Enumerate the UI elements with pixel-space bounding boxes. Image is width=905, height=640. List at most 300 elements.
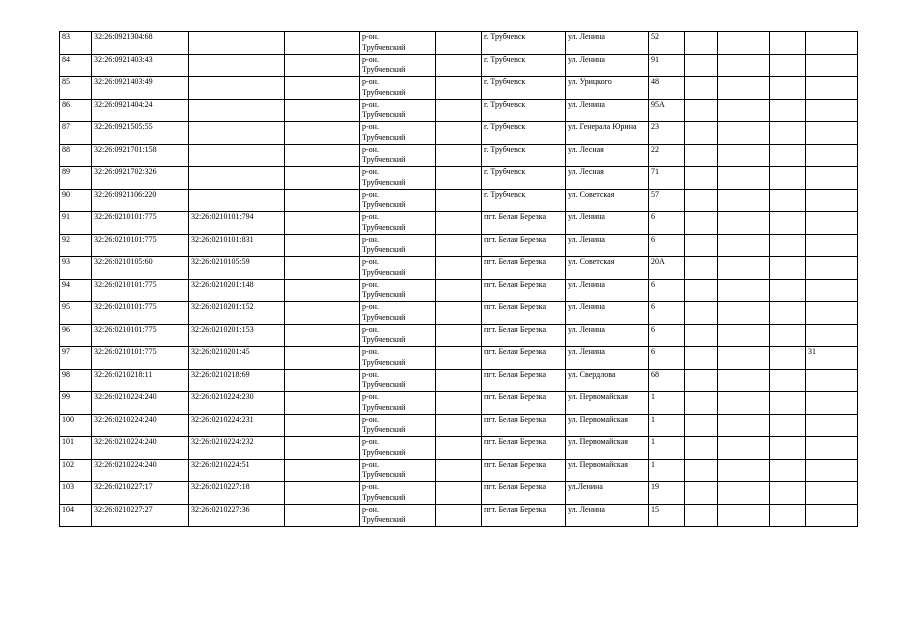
settlement-cell: пгт. Белая Березка — [482, 302, 566, 325]
table-row — [60, 459, 858, 482]
cadastral-number-cell: 32:26:0210218:11 — [92, 369, 189, 392]
value-cell — [806, 234, 858, 257]
street-cell: ул. Советская — [566, 189, 649, 212]
empty-cell — [718, 392, 770, 415]
row-number-cell: 87 — [60, 122, 92, 145]
empty-cell — [436, 369, 482, 392]
empty-cell — [718, 324, 770, 347]
street-cell: ул. Свердлова — [566, 369, 649, 392]
district-abbr: р-он. — [362, 189, 379, 199]
settlement-cell: пгт. Белая Березка — [482, 257, 566, 280]
district-abbr: р-он. — [362, 234, 379, 244]
empty-cell — [718, 32, 770, 55]
empty-cell — [770, 189, 806, 212]
empty-cell — [770, 144, 806, 167]
empty-cell — [285, 77, 360, 100]
empty-cell — [770, 99, 806, 122]
empty-cell — [718, 144, 770, 167]
district-name: Трубчевский — [362, 380, 406, 389]
empty-cell — [285, 302, 360, 325]
empty-cell — [285, 167, 360, 190]
row-number-cell: 88 — [60, 144, 92, 167]
empty-cell — [770, 54, 806, 77]
empty-cell — [436, 414, 482, 437]
table-row — [60, 347, 858, 370]
district-abbr: р-он. — [362, 99, 379, 109]
row-number-cell: 89 — [60, 167, 92, 190]
district-cell — [360, 369, 436, 392]
table-row — [60, 482, 858, 505]
table-row — [60, 167, 858, 190]
district-cell — [360, 504, 436, 527]
row-number-cell: 103 — [60, 482, 92, 505]
empty-cell — [770, 257, 806, 280]
district-abbr: р-он. — [362, 54, 379, 64]
district-cell — [360, 414, 436, 437]
empty-cell — [718, 279, 770, 302]
empty-cell — [285, 482, 360, 505]
district-abbr: р-он. — [362, 257, 379, 266]
empty-cell — [685, 324, 718, 347]
empty-cell — [770, 437, 806, 460]
street-cell: ул. Ленина — [566, 324, 649, 347]
row-number-cell: 85 — [60, 77, 92, 100]
district-abbr: р-он. — [362, 212, 379, 221]
house-number-cell: 22 — [649, 144, 685, 167]
cadastral-number-cell: 32:26:0921701:158 — [92, 144, 189, 167]
settlement-cell: пгт. Белая Березка — [482, 234, 566, 257]
table-row — [60, 437, 858, 460]
empty-cell — [285, 144, 360, 167]
empty-cell — [436, 257, 482, 280]
cadastral-number-cell: 32:26:0210227:17 — [92, 482, 189, 505]
object-cadastral-number-cell — [189, 32, 285, 55]
district-abbr: р-он. — [362, 32, 379, 41]
table-row — [60, 32, 858, 55]
street-cell: ул. Урицкого — [566, 77, 649, 100]
value-cell — [806, 54, 858, 77]
cadastral-number-cell: 32:26:0210224:240 — [92, 459, 189, 482]
empty-cell — [685, 392, 718, 415]
district-name: Трубчевский — [362, 65, 406, 74]
street-cell: ул. Ленина — [566, 99, 649, 122]
empty-cell — [770, 504, 806, 527]
settlement-cell: пгт. Белая Березка — [482, 279, 566, 302]
value-cell — [806, 437, 858, 460]
value-cell: 31 — [806, 347, 858, 370]
value-cell — [806, 167, 858, 190]
district-cell — [360, 437, 436, 460]
cadastral-number-cell: 32:26:0921304:68 — [92, 32, 189, 55]
table-row — [60, 369, 858, 392]
object-cadastral-number-cell: 32:26:0210218:69 — [189, 369, 285, 392]
district-name: Трубчевский — [362, 357, 406, 367]
value-cell — [806, 122, 858, 145]
street-cell: ул. Лесная — [566, 167, 649, 190]
empty-cell — [718, 212, 770, 235]
district-name: Трубчевский — [362, 515, 406, 524]
settlement-cell: пгт. Белая Березка — [482, 437, 566, 460]
row-number-cell: 102 — [60, 459, 92, 482]
value-cell — [806, 257, 858, 280]
object-cadastral-number-cell — [189, 189, 285, 212]
row-number-cell: 94 — [60, 279, 92, 302]
empty-cell — [285, 32, 360, 55]
table-row — [60, 414, 858, 437]
street-cell: ул. Ленина — [566, 54, 649, 77]
house-number-cell: 6 — [649, 234, 685, 257]
empty-cell — [285, 99, 360, 122]
house-number-cell: 91 — [649, 54, 685, 77]
district-cell — [360, 167, 436, 190]
district-cell — [360, 302, 436, 325]
empty-cell — [685, 302, 718, 325]
value-cell — [806, 459, 858, 482]
cadastral-number-cell: 32:26:0210101:775 — [92, 302, 189, 325]
street-cell: ул. Ленина — [566, 32, 649, 55]
house-number-cell: 52 — [649, 32, 685, 55]
object-cadastral-number-cell: 32:26:0210101:831 — [189, 234, 285, 257]
row-number-cell: 92 — [60, 234, 92, 257]
district-name: Трубчевский — [362, 222, 406, 232]
object-cadastral-number-cell: 32:26:0210201:148 — [189, 279, 285, 302]
empty-cell — [436, 144, 482, 167]
empty-cell — [685, 482, 718, 505]
table-row — [60, 144, 858, 167]
object-cadastral-number-cell — [189, 54, 285, 77]
house-number-cell: 48 — [649, 77, 685, 100]
empty-cell — [770, 167, 806, 190]
row-number-cell: 90 — [60, 189, 92, 212]
empty-cell — [770, 414, 806, 437]
house-number-cell: 57 — [649, 189, 685, 212]
district-name: Трубчевский — [362, 402, 406, 412]
district-abbr: р-он. — [362, 482, 379, 491]
value-cell — [806, 482, 858, 505]
empty-cell — [436, 77, 482, 100]
settlement-cell: г. Трубчевск — [482, 189, 566, 212]
empty-cell — [718, 459, 770, 482]
empty-cell — [770, 122, 806, 145]
district-abbr: р-он. — [362, 437, 379, 446]
district-abbr: р-он. — [362, 369, 379, 379]
table-row — [60, 122, 858, 145]
table-row — [60, 189, 858, 212]
empty-cell — [436, 212, 482, 235]
empty-cell — [436, 234, 482, 257]
house-number-cell: 19 — [649, 482, 685, 505]
street-cell: ул. Лесная — [566, 144, 649, 167]
row-number-cell: 98 — [60, 369, 92, 392]
district-cell — [360, 257, 436, 280]
empty-cell — [718, 482, 770, 505]
district-cell — [360, 77, 436, 100]
district-name: Трубчевский — [362, 290, 406, 299]
row-number-cell: 86 — [60, 99, 92, 122]
settlement-cell: пгт. Белая Березка — [482, 369, 566, 392]
empty-cell — [685, 122, 718, 145]
house-number-cell: 6 — [649, 212, 685, 235]
district-name: Трубчевский — [362, 425, 406, 434]
district-name: Трубчевский — [362, 492, 406, 502]
empty-cell — [685, 347, 718, 370]
district-abbr: р-он. — [362, 122, 379, 131]
district-cell — [360, 99, 436, 122]
empty-cell — [770, 234, 806, 257]
empty-cell — [685, 279, 718, 302]
house-number-cell: 1 — [649, 414, 685, 437]
value-cell — [806, 369, 858, 392]
empty-cell — [770, 302, 806, 325]
empty-cell — [285, 459, 360, 482]
value-cell — [806, 324, 858, 347]
district-name: Трубчевский — [362, 42, 406, 52]
district-name: Трубчевский — [362, 335, 406, 344]
house-number-cell: 1 — [649, 392, 685, 415]
empty-cell — [770, 324, 806, 347]
house-number-cell: 71 — [649, 167, 685, 190]
row-number-cell: 91 — [60, 212, 92, 235]
settlement-cell: г. Трубчевск — [482, 32, 566, 55]
empty-cell — [685, 257, 718, 280]
empty-cell — [685, 504, 718, 527]
district-cell — [360, 459, 436, 482]
house-number-cell: 6 — [649, 302, 685, 325]
value-cell — [806, 302, 858, 325]
empty-cell — [436, 122, 482, 145]
empty-cell — [685, 32, 718, 55]
cadastral-number-cell: 32:26:0210101:775 — [92, 324, 189, 347]
settlement-cell: пгт. Белая Березка — [482, 212, 566, 235]
value-cell — [806, 144, 858, 167]
object-cadastral-number-cell: 32:26:0210227:18 — [189, 482, 285, 505]
empty-cell — [436, 482, 482, 505]
table-row — [60, 77, 858, 100]
district-abbr: р-он. — [362, 459, 379, 469]
empty-cell — [436, 392, 482, 415]
district-name: Трубчевский — [362, 245, 406, 254]
district-abbr: р-он. — [362, 167, 379, 176]
empty-cell — [685, 212, 718, 235]
empty-cell — [436, 32, 482, 55]
settlement-cell: пгт. Белая Березка — [482, 504, 566, 527]
cadastral-number-cell: 32:26:0210101:775 — [92, 212, 189, 235]
empty-cell — [770, 347, 806, 370]
empty-cell — [770, 482, 806, 505]
district-cell — [360, 189, 436, 212]
row-number-cell: 83 — [60, 32, 92, 55]
district-name: Трубчевский — [362, 177, 406, 187]
empty-cell — [718, 189, 770, 212]
empty-cell — [285, 257, 360, 280]
district-cell — [360, 392, 436, 415]
house-number-cell: 6 — [649, 347, 685, 370]
street-cell: ул.Ленина — [566, 482, 649, 505]
district-name: Трубчевский — [362, 87, 406, 97]
empty-cell — [436, 437, 482, 460]
empty-cell — [436, 459, 482, 482]
value-cell — [806, 99, 858, 122]
cadastral-number-cell: 32:26:0210227:27 — [92, 504, 189, 527]
empty-cell — [285, 324, 360, 347]
object-cadastral-number-cell: 32:26:0210201:152 — [189, 302, 285, 325]
street-cell: ул. Ленина — [566, 212, 649, 235]
table-row — [60, 234, 858, 257]
empty-cell — [685, 437, 718, 460]
district-abbr: р-он. — [362, 144, 379, 154]
settlement-cell: г. Трубчевск — [482, 144, 566, 167]
empty-cell — [685, 77, 718, 100]
empty-cell — [770, 459, 806, 482]
empty-cell — [718, 167, 770, 190]
empty-cell — [285, 122, 360, 145]
table-row — [60, 324, 858, 347]
table-row — [60, 54, 858, 77]
object-cadastral-number-cell: 32:26:0210201:45 — [189, 347, 285, 370]
district-abbr: р-он. — [362, 302, 379, 311]
settlement-cell: пгт. Белая Березка — [482, 392, 566, 415]
empty-cell — [685, 54, 718, 77]
empty-cell — [718, 99, 770, 122]
row-number-cell: 93 — [60, 257, 92, 280]
house-number-cell: 1 — [649, 437, 685, 460]
house-number-cell: 20А — [649, 257, 685, 280]
row-number-cell: 100 — [60, 414, 92, 437]
object-cadastral-number-cell — [189, 77, 285, 100]
cadastral-number-cell: 32:26:0210101:775 — [92, 279, 189, 302]
district-cell — [360, 234, 436, 257]
empty-cell — [718, 302, 770, 325]
settlement-cell: г. Трубчевск — [482, 122, 566, 145]
empty-cell — [685, 414, 718, 437]
street-cell: ул. Первомайская — [566, 392, 649, 415]
cadastral-number-cell: 32:26:0921702:326 — [92, 167, 189, 190]
district-name: Трубчевский — [362, 267, 406, 277]
value-cell — [806, 392, 858, 415]
table-row — [60, 99, 858, 122]
registry-table — [59, 31, 858, 527]
empty-cell — [285, 189, 360, 212]
empty-cell — [685, 234, 718, 257]
table-row — [60, 392, 858, 415]
empty-cell — [285, 437, 360, 460]
street-cell: ул. Первомайская — [566, 437, 649, 460]
district-cell — [360, 482, 436, 505]
settlement-cell: пгт. Белая Березка — [482, 324, 566, 347]
empty-cell — [285, 369, 360, 392]
table-row — [60, 257, 858, 280]
empty-cell — [718, 234, 770, 257]
street-cell: ул. Генерала Юрина — [566, 122, 649, 145]
empty-cell — [718, 122, 770, 145]
district-cell — [360, 212, 436, 235]
district-cell — [360, 279, 436, 302]
object-cadastral-number-cell: 32:26:0210101:794 — [189, 212, 285, 235]
cadastral-number-cell: 32:26:0210105:60 — [92, 257, 189, 280]
object-cadastral-number-cell: 32:26:0210227:36 — [189, 504, 285, 527]
row-number-cell: 97 — [60, 347, 92, 370]
cadastral-number-cell: 32:26:0921403:49 — [92, 77, 189, 100]
empty-cell — [685, 189, 718, 212]
empty-cell — [285, 212, 360, 235]
street-cell: ул. Ленина — [566, 234, 649, 257]
empty-cell — [285, 279, 360, 302]
empty-cell — [436, 347, 482, 370]
empty-cell — [718, 347, 770, 370]
cadastral-number-cell: 32:26:0921106:220 — [92, 189, 189, 212]
object-cadastral-number-cell — [189, 99, 285, 122]
value-cell — [806, 414, 858, 437]
cadastral-number-cell: 32:26:0921404:24 — [92, 99, 189, 122]
table-body — [60, 32, 858, 527]
district-name: Трубчевский — [362, 447, 406, 457]
value-cell — [806, 189, 858, 212]
object-cadastral-number-cell — [189, 167, 285, 190]
street-cell: ул. Первомайская — [566, 414, 649, 437]
street-cell: ул. Ленина — [566, 302, 649, 325]
object-cadastral-number-cell: 32:26:0210224:231 — [189, 414, 285, 437]
district-name: Трубчевский — [362, 132, 406, 142]
settlement-cell: пгт. Белая Березка — [482, 414, 566, 437]
settlement-cell: г. Трубчевск — [482, 77, 566, 100]
district-abbr: р-он. — [362, 392, 379, 401]
cadastral-number-cell: 32:26:0921403:43 — [92, 54, 189, 77]
house-number-cell: 95А — [649, 99, 685, 122]
house-number-cell: 15 — [649, 504, 685, 527]
value-cell — [806, 77, 858, 100]
settlement-cell: пгт. Белая Березка — [482, 347, 566, 370]
empty-cell — [685, 459, 718, 482]
empty-cell — [685, 99, 718, 122]
empty-cell — [770, 32, 806, 55]
district-cell — [360, 324, 436, 347]
settlement-cell: г. Трубчевск — [482, 99, 566, 122]
object-cadastral-number-cell — [189, 122, 285, 145]
empty-cell — [285, 504, 360, 527]
object-cadastral-number-cell: 32:26:0210201:153 — [189, 324, 285, 347]
district-abbr: р-он. — [362, 324, 379, 334]
empty-cell — [285, 414, 360, 437]
table-row — [60, 302, 858, 325]
empty-cell — [685, 369, 718, 392]
cadastral-number-cell: 32:26:0210101:775 — [92, 234, 189, 257]
empty-cell — [285, 54, 360, 77]
district-cell — [360, 32, 436, 55]
row-number-cell: 96 — [60, 324, 92, 347]
empty-cell — [436, 54, 482, 77]
house-number-cell: 6 — [649, 324, 685, 347]
cadastral-number-cell: 32:26:0210224:240 — [92, 392, 189, 415]
table-row — [60, 504, 858, 527]
house-number-cell: 1 — [649, 459, 685, 482]
district-abbr: р-он. — [362, 504, 379, 514]
empty-cell — [285, 392, 360, 415]
empty-cell — [770, 279, 806, 302]
street-cell: ул. Ленина — [566, 504, 649, 527]
district-cell — [360, 144, 436, 167]
value-cell — [806, 504, 858, 527]
empty-cell — [718, 369, 770, 392]
value-cell — [806, 32, 858, 55]
empty-cell — [685, 167, 718, 190]
settlement-cell: пгт. Белая Березка — [482, 482, 566, 505]
object-cadastral-number-cell: 32:26:0210224:51 — [189, 459, 285, 482]
table-row — [60, 279, 858, 302]
empty-cell — [718, 414, 770, 437]
district-cell — [360, 347, 436, 370]
empty-cell — [285, 347, 360, 370]
empty-cell — [770, 392, 806, 415]
